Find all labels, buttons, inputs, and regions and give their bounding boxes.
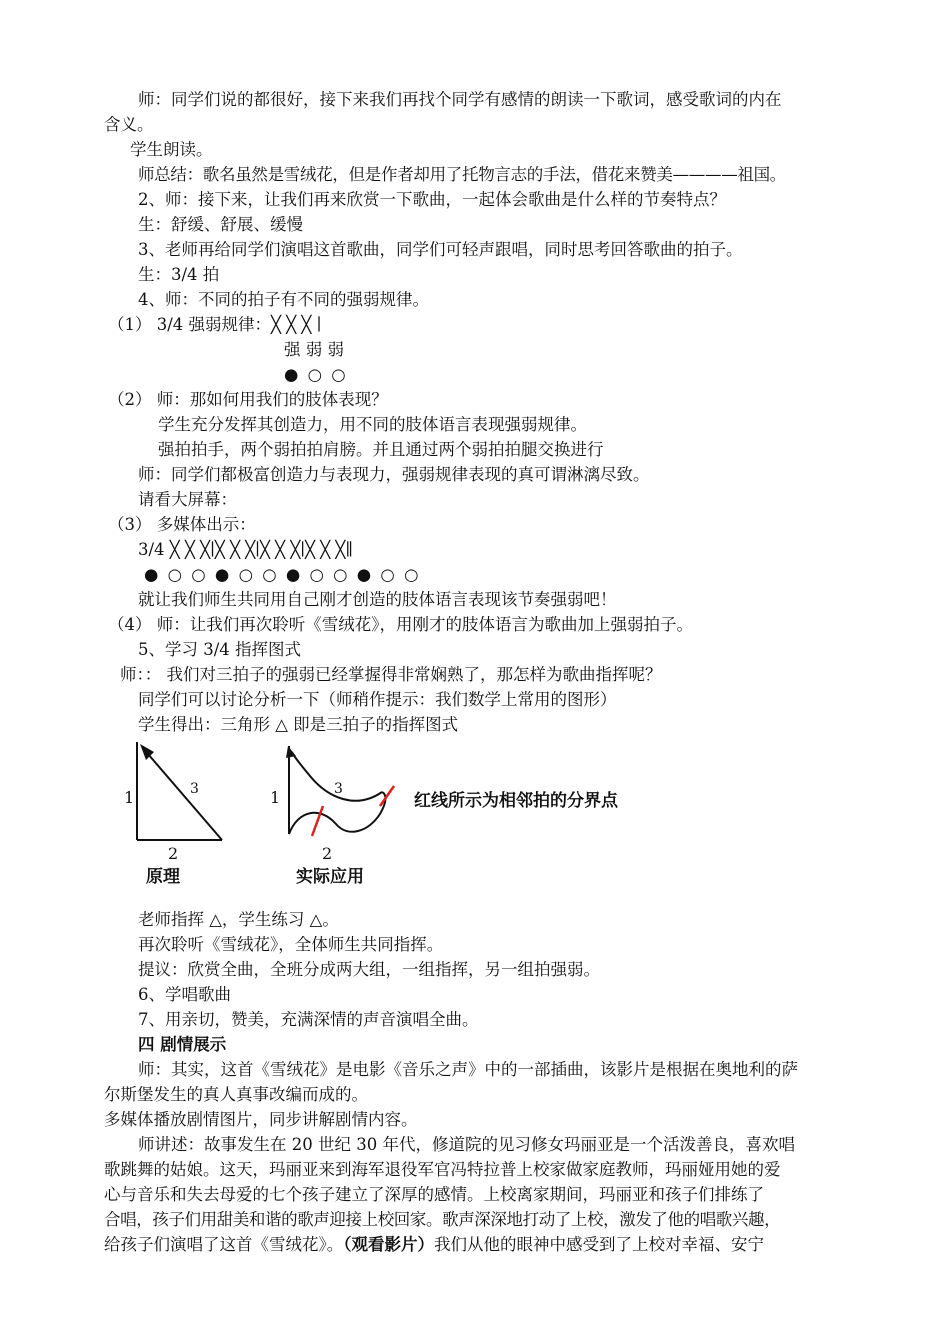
paragraph-line: 请看大屏幕： <box>138 490 237 509</box>
right-caption: 实际应用 <box>296 867 364 887</box>
paragraph-line: 2、师：接下来，让我们再来欣赏一下歌曲，一起体会歌曲是什么样的节奏特点？ <box>138 190 726 209</box>
beat-divider-mark <box>380 786 394 806</box>
paragraph-line: 师：同学们说的都很好，接下来我们再找个同学有感情的朗读一下歌词，感受歌词的内在 <box>138 90 782 109</box>
paragraph-line: 再次聆听《雪绒花》，全体师生共同指挥。 <box>138 935 444 954</box>
paragraph-line: 多媒体播放剧情图片，同步讲解剧情内容。 <box>104 1110 418 1129</box>
paragraph-line: 老师指挥 △，学生练习 △。 <box>138 910 339 929</box>
left-label-3: 3 <box>190 781 199 797</box>
paragraph-line: 6、学唱歌曲 <box>138 985 231 1004</box>
paragraph-line: 学生得出：三角形 △ 即是三拍子的指挥图式 <box>138 715 459 734</box>
paragraph-line: 含义。 <box>104 115 154 134</box>
paragraph-line: 合唱，孩子们用甜美和谐的歌声迎接上校回家。歌声深深地打动了上校，激发了他的唱歌兴趣， <box>104 1210 781 1229</box>
paragraph-line: 5、学习 3/4 指挥图式 <box>138 640 302 659</box>
paragraph-line: 就让我们师生共同用自己刚才创造的肢体语言表现该节奏强弱吧！ <box>138 590 617 609</box>
list-item-4: （4） 师：让我们再次聆听《雪绒花》，用刚才的肢体语言为歌曲加上强弱拍子。 <box>108 615 693 634</box>
paragraph-line: 歌跳舞的姑娘。这天，玛丽亚来到海军退役军官冯特拉普上校家做家庭教师，玛丽娅用她的爱 <box>104 1160 781 1179</box>
paragraph-line: 4、师：不同的拍子有不同的强弱规律。 <box>138 290 429 309</box>
list-item-2: （2） 师：那如何用我们的肢体表现？ <box>108 390 388 409</box>
paragraph-text: 我们从他的眼神中感受到了上校对幸福、安宁 <box>434 1235 764 1254</box>
beat-marks: ● ○ ○ <box>284 365 348 384</box>
paragraph-line: 师总结：歌名虽然是雪绒花，但是作者却用了托物言志的手法，借花来赞美————祖国。 <box>138 165 787 184</box>
paragraph-line: 师：同学们都极富创造力与表现力，强弱规律表现的真可谓淋漓尽致。 <box>138 465 650 484</box>
paragraph-line <box>104 1234 764 1256</box>
paragraph-line: 强拍拍手，两个弱拍拍肩膀。并且通过两个弱拍拍腿交换进行 <box>158 440 604 459</box>
paragraph-line: 心与音乐和失去母爱的七个孩子建立了深厚的感情。上校离家期间，玛丽亚和孩子们排练了 <box>104 1185 764 1204</box>
paragraph-line: 3、老师再给同学们演唱这首歌曲，同学们可轻声跟唱，同时思考回答歌曲的拍子。 <box>138 240 743 259</box>
rhythm-beat-marks: ● ○ ○ ● ○ ○ ● ○ ○ ● ○ ○ <box>144 565 421 584</box>
list-item-3: （3） 多媒体出示： <box>108 515 256 534</box>
paragraph-line: 师：其实，这首《雪绒花》是电影《音乐之声》中的一部插曲，该影片是根据在奥地利的萨 <box>138 1060 798 1079</box>
left-caption: 原理 <box>146 867 180 887</box>
figure-note: 红线所示为相邻拍的分界点 <box>414 791 618 811</box>
list-item-1: （1） 3/4 强弱规律：╳ ╳ ╳ ∣ <box>108 315 322 334</box>
paragraph-line: 生：3/4 拍 <box>138 265 220 284</box>
left-label-2: 2 <box>168 844 179 863</box>
paragraph-line: 尔斯堡发生的真人真事改编而成的。 <box>104 1085 368 1104</box>
paragraph-text: 给孩子们演唱了这首《雪绒花》。 <box>104 1235 344 1254</box>
paragraph-line: 师讲述：故事发生在 20 世纪 30 年代，修道院的见习修女玛丽亚是一个活泼善良，喜欢唱 <box>138 1135 795 1154</box>
strength-labels: 强 弱 弱 <box>284 340 344 359</box>
right-label-1: 1 <box>270 788 281 807</box>
paragraph-line: 提议：欣赏全曲，全班分成两大组，一组指挥，另一组拍强弱。 <box>138 960 600 979</box>
conducting-pattern-figure <box>110 740 670 890</box>
section-heading: 四 剧情展示 <box>138 1035 227 1054</box>
paragraph-line: 同学们可以讨论分析一下（师稍作提示：我们数学上常用的图形） <box>138 690 617 709</box>
right-label-3: 3 <box>334 781 343 797</box>
paragraph-line: 师：： 我们对三拍子的强弱已经掌握得非常娴熟了，那怎样为歌曲指挥呢？ <box>120 665 662 684</box>
right-label-2: 2 <box>322 844 333 863</box>
paragraph-line: 学生充分发挥其创造力，用不同的肢体语言表现强弱规律。 <box>158 415 587 434</box>
rhythm-notation: 3/4 ╳ ╳ ╳∣╳ ╳ ╳∣╳ ╳ ╳∣╳ ╳ ╳∥ <box>138 540 353 559</box>
left-label-1: 1 <box>124 788 135 807</box>
bold-inline-text: （观看影片） <box>343 1235 434 1254</box>
paragraph-line: 学生朗读。 <box>130 140 213 159</box>
beat-divider-mark <box>312 806 323 836</box>
paragraph-line: 7、用亲切，赞美，充满深情的声音演唱全曲。 <box>138 1010 479 1029</box>
paragraph-line: 生：舒缓、舒展、缓慢 <box>138 215 303 234</box>
